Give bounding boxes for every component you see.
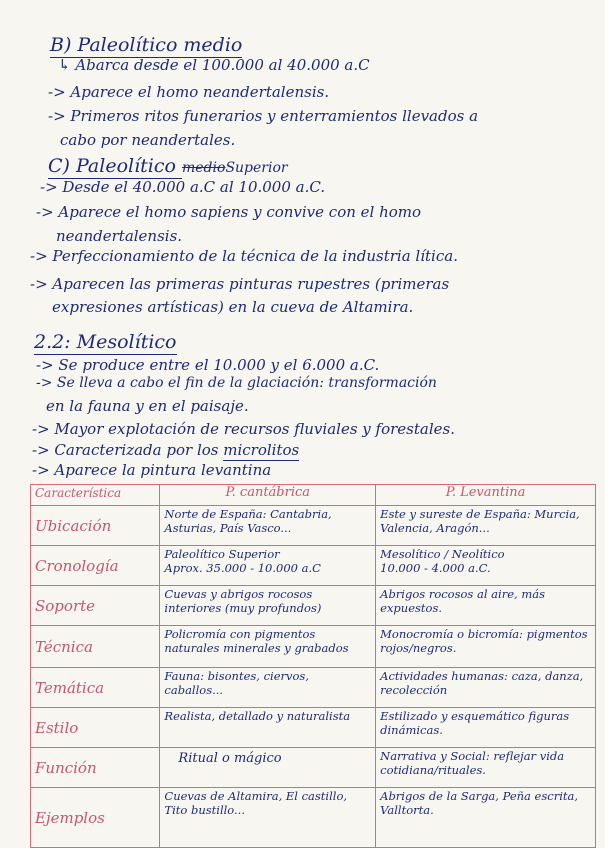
section-c-line-5: -> Aparecen las primeras pinturas rupestres (primeras [30, 275, 450, 293]
header-caracteristica: Característica [31, 485, 160, 506]
cell-cantabrica: Ritual o mágico [160, 748, 376, 788]
row-label: Técnica [31, 626, 160, 668]
cell-levantina: Monocromía o bicromía: pigmentos rojos/negros. [376, 626, 596, 668]
row-label: Ubicación [31, 506, 160, 546]
mesolitico-line-6: -> Aparece la pintura levantina [32, 461, 272, 479]
cell-cantabrica: Fauna: bisontes, ciervos, caballos... [160, 668, 376, 708]
section-b-line-1: ↳ Abarca desde el 100.000 al 40.000 a.C [58, 56, 370, 74]
comparison-table [30, 484, 596, 848]
table-row [31, 668, 596, 708]
mesolitico-line-3: en la fauna y en el paisaje. [46, 397, 249, 415]
cell-cantabrica: Norte de España: Cantabria, Asturias, País Vasco... [160, 506, 376, 546]
cell-levantina: Narrativa y Social: reflejar vida cotidiana/rituales. [376, 748, 596, 788]
section-c-line-3: neandertalensis. [56, 227, 183, 245]
section-c-line-1: -> Desde el 40.000 a.C al 10.000 a.C. [40, 178, 326, 196]
cell-levantina: Estilizado y esquemático figuras dinámicas. [376, 708, 596, 748]
header-cantabrica: P. cantábrica [160, 485, 376, 506]
cell-cantabrica: Cuevas de Altamira, El castillo, Tito bustillo... [160, 788, 376, 848]
section-b-title: B) Paleolítico medio [50, 34, 243, 56]
section-c-title-prefix: C) Paleolítico [48, 155, 182, 177]
table-row [31, 546, 596, 586]
cell-cantabrica: Policromía con pigmentos naturales minerales y grabados [160, 626, 376, 668]
header-levantina: P. Levantina [376, 485, 596, 506]
row-label: Cronología [31, 546, 160, 586]
microlitos-word: microlitos [223, 441, 300, 459]
row-label: Soporte [31, 586, 160, 626]
mesolitico-line-5-prefix: -> Caracterizada por los [32, 441, 224, 459]
mesolitico-title: 2.2: Mesolítico [34, 331, 177, 353]
table-row [31, 506, 596, 546]
section-b-line-2: -> Aparece el homo neandertalensis. [48, 83, 330, 101]
section-c-title [48, 155, 288, 177]
mesolitico-line-5 [32, 441, 299, 459]
table-row [31, 748, 596, 788]
cell-levantina: Mesolítico / Neolítico 10.000 - 4.000 a.C. [376, 546, 596, 586]
table-row [31, 788, 596, 848]
cell-cantabrica: Realista, detallado y naturalista [160, 708, 376, 748]
cell-levantina: Actividades humanas: caza, danza, recolección [376, 668, 596, 708]
cell-levantina: Abrigos de la Sarga, Peña escrita, Valltorta. [376, 788, 596, 848]
cell-levantina: Este y sureste de España: Murcia, Valencia, Aragón... [376, 506, 596, 546]
table-header-row [31, 485, 596, 506]
cell-cantabrica: Paleolítico Superior Aprox. 35.000 - 10.000 a.C [160, 546, 376, 586]
section-c-title-struck: medio [182, 160, 226, 176]
row-label: Temática [31, 668, 160, 708]
mesolitico-line-2: -> Se lleva a cabo el fin de la glaciación: transformación [36, 375, 437, 391]
row-label: Estilo [31, 708, 160, 748]
table-row [31, 708, 596, 748]
section-c-line-2: -> Aparece el homo sapiens y convive con el homo [36, 203, 422, 221]
cell-levantina: Abrigos rocosos al aire, más expuestos. [376, 586, 596, 626]
section-b-line-3: -> Primeros ritos funerarios y enterramientos llevados a [48, 107, 479, 125]
section-b-line-4: cabo por neandertales. [60, 131, 236, 149]
table-row [31, 586, 596, 626]
section-c-line-6: expresiones artísticas) en la cueva de Altamira. [52, 298, 414, 316]
section-c-line-4: -> Perfeccionamiento de la técnica de la industria lítica. [30, 247, 458, 265]
cell-cantabrica: Cuevas y abrigos rocosos interiores (muy profundos) [160, 586, 376, 626]
table-row [31, 626, 596, 668]
mesolitico-line-4: -> Mayor explotación de recursos fluviales y forestales. [32, 420, 455, 438]
mesolitico-line-1: -> Se produce entre el 10.000 y el 6.000 a.C. [36, 356, 380, 374]
row-label: Función [31, 748, 160, 788]
row-label: Ejemplos [31, 788, 160, 848]
section-c-title-suffix: Superior [225, 160, 288, 176]
